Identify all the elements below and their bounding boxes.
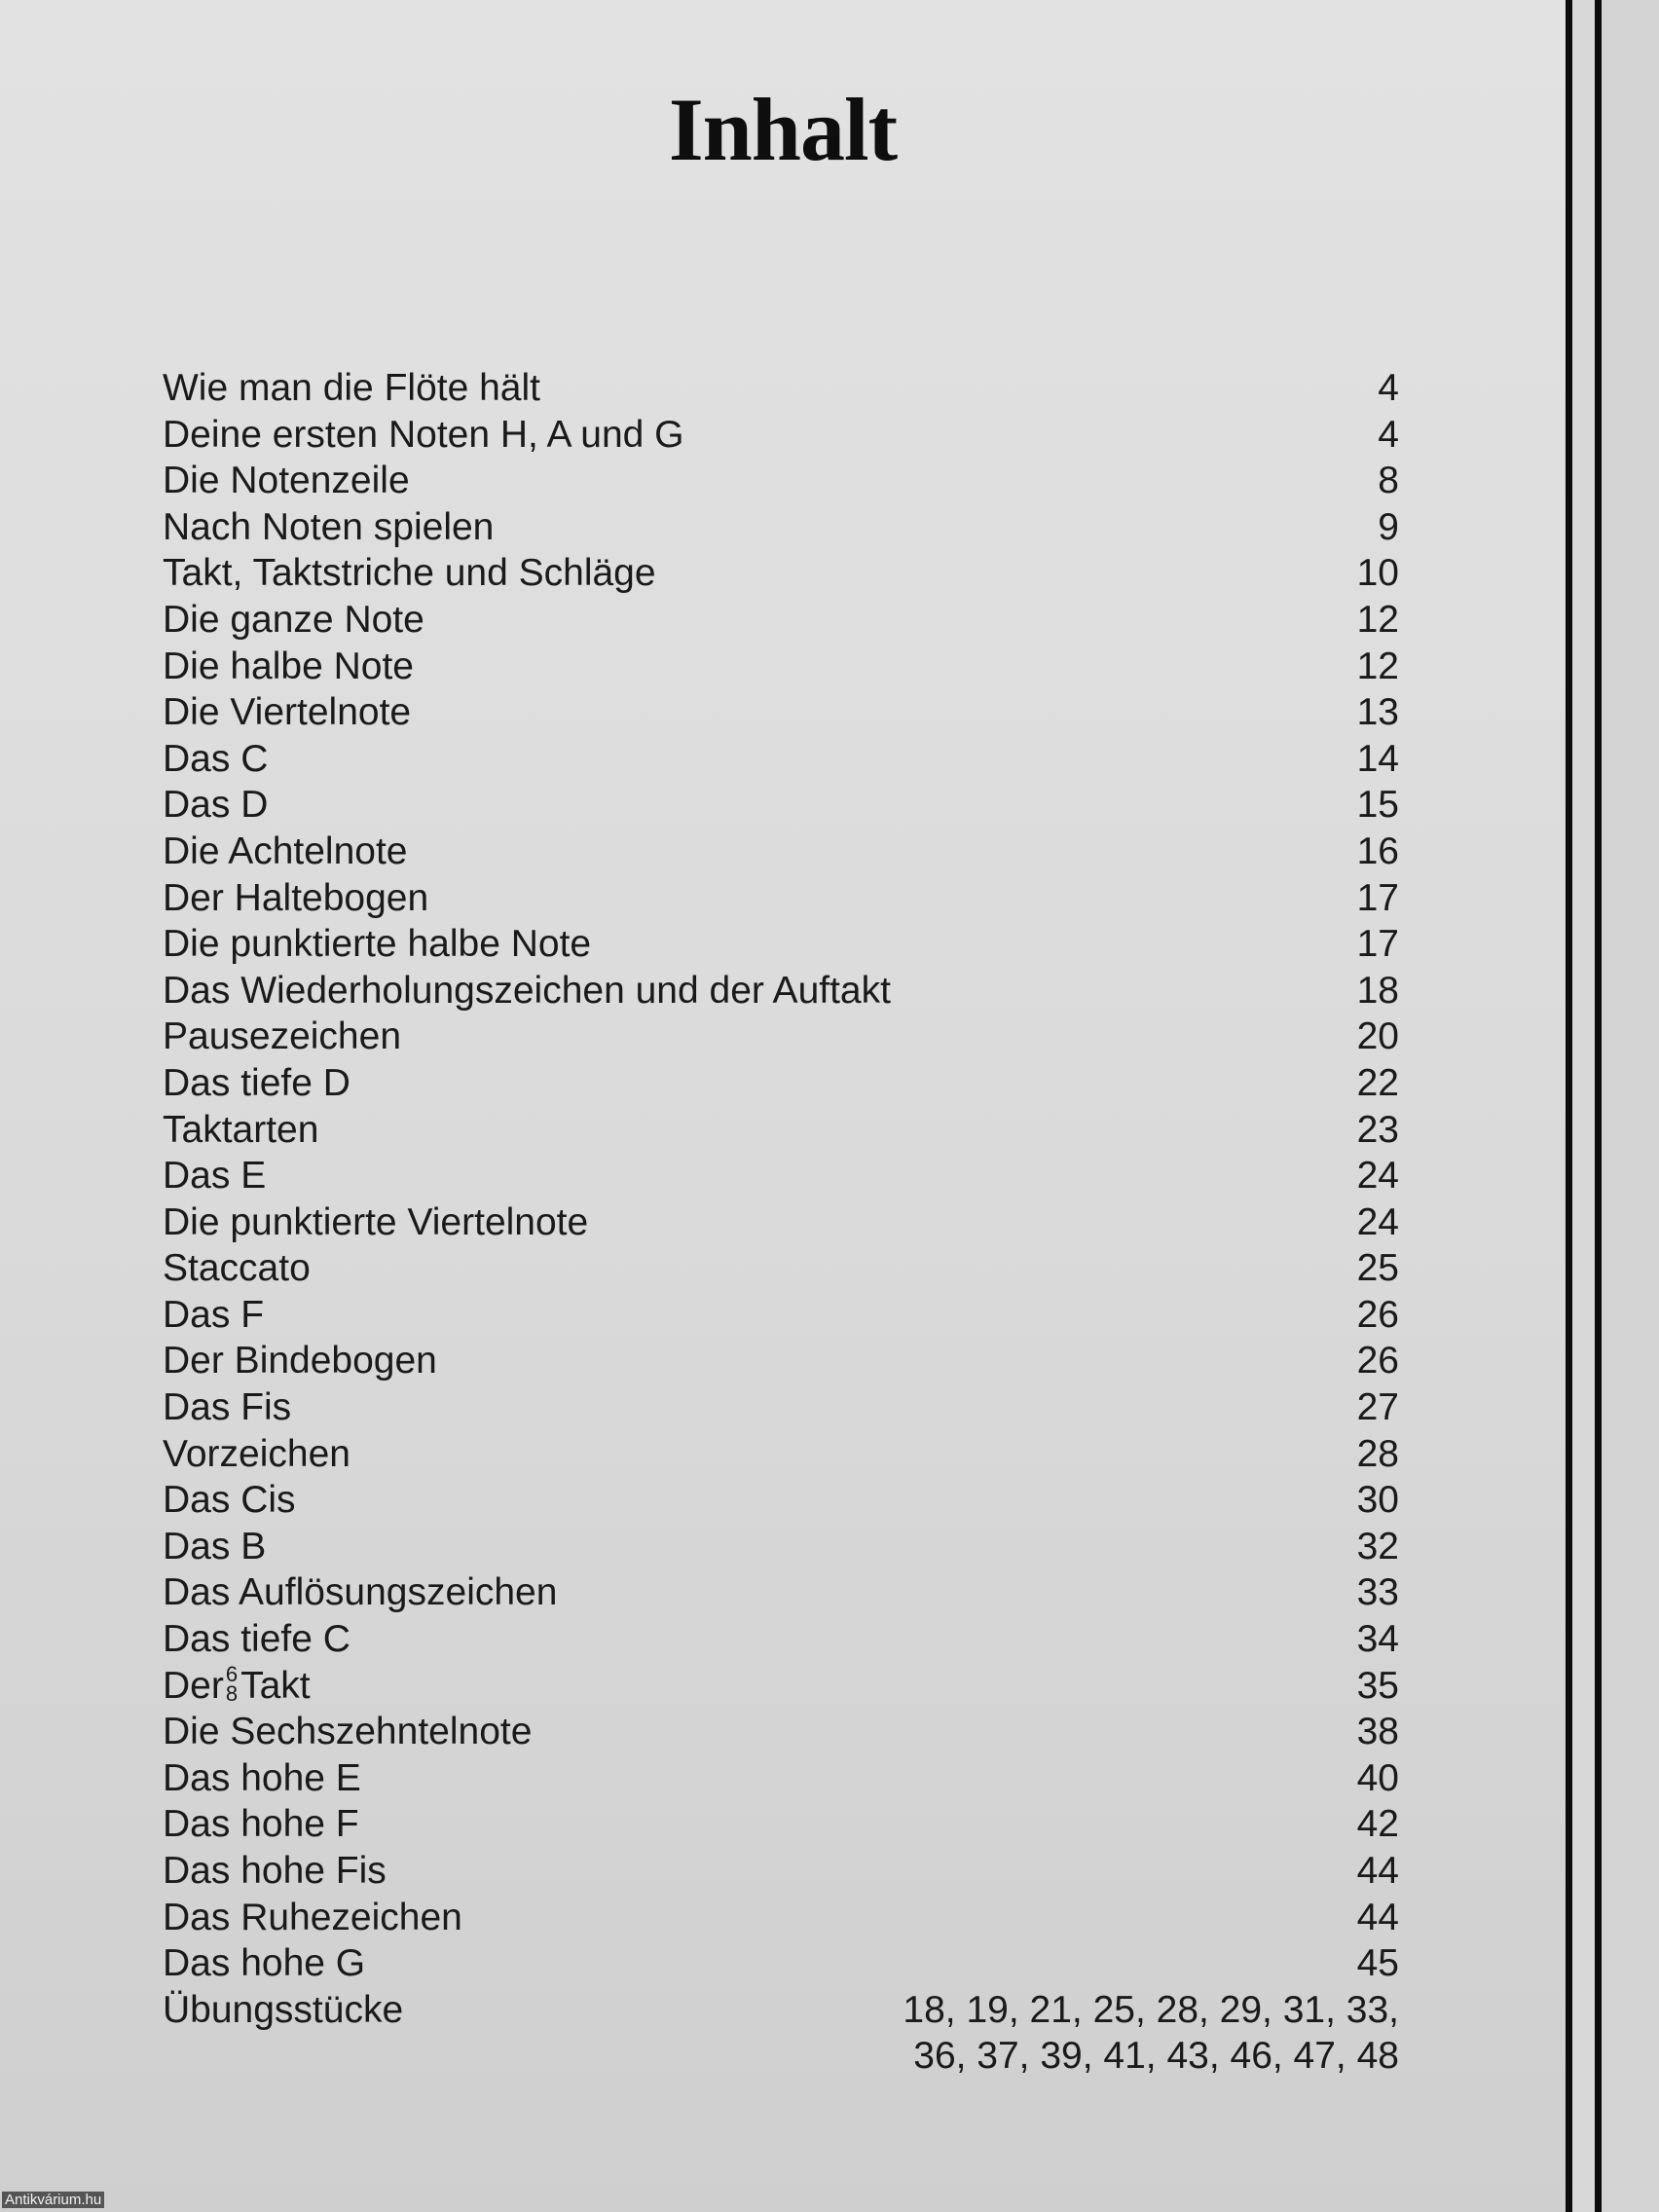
toc-page-number: 4 [1378, 413, 1399, 456]
toc-page-number: 42 [1356, 1803, 1399, 1846]
toc-row [163, 689, 1399, 736]
toc-row [163, 1663, 1399, 1710]
toc-row [163, 1292, 1399, 1339]
toc-page-number: 8 [1378, 460, 1399, 502]
toc-page-number: 18 [1356, 969, 1399, 1012]
toc-entry-label: Das E [163, 1155, 267, 1198]
binding-rule-left [1566, 0, 1572, 2212]
toc-entry-label: Deine ersten Noten H, A und G [163, 413, 684, 456]
toc-page-number: 22 [1356, 1061, 1399, 1104]
toc-row [163, 1245, 1399, 1292]
toc-page-number: 14 [1356, 737, 1399, 780]
toc-page-number: 4 [1378, 367, 1399, 409]
exercise-pages-line-1: 18, 19, 21, 25, 28, 29, 31, 33, [903, 1988, 1399, 2031]
toc-page-number: 23 [1356, 1108, 1399, 1151]
toc-entry-label: Die punktierte halbe Note [163, 923, 592, 966]
toc-entry-label: Die punktierte Viertelnote [163, 1200, 589, 1243]
toc-page-number: 16 [1356, 830, 1399, 872]
toc-page-number: 34 [1356, 1618, 1399, 1661]
toc-entry-label: Das tiefe D [163, 1061, 350, 1104]
toc-page-number: 44 [1356, 1850, 1399, 1892]
toc-row [163, 875, 1399, 922]
toc-row [163, 1153, 1399, 1199]
toc-page-number: 13 [1356, 691, 1399, 734]
toc-entry-label: Das hohe F [163, 1803, 359, 1846]
toc-row [163, 1801, 1399, 1848]
toc-entry-label-suffix: Takt [240, 1664, 311, 1707]
toc-page-number: 24 [1356, 1155, 1399, 1198]
toc-entry-label: Die Sechszehntelnote [163, 1711, 533, 1753]
toc-entry-label: Übungsstücke [163, 1988, 404, 2031]
toc-row [163, 1895, 1399, 1941]
toc-entry-label: Pausezeichen [163, 1015, 402, 1058]
toc-row [163, 1616, 1399, 1663]
toc-entry-label: Das hohe Fis [163, 1850, 387, 1892]
toc-row [163, 644, 1399, 690]
toc-row [163, 736, 1399, 783]
toc-entry-label: Das C [163, 737, 269, 780]
time-signature-bottom: 8 [225, 1681, 239, 1707]
toc-row [163, 1338, 1399, 1384]
toc-page-number: 44 [1356, 1896, 1399, 1938]
toc-row [163, 1431, 1399, 1478]
toc-page-number: 26 [1356, 1293, 1399, 1336]
toc-entry-label: Das tiefe C [163, 1618, 350, 1661]
toc-row [163, 1940, 1399, 1987]
toc-row [163, 829, 1399, 875]
toc-page-number: 33 [1356, 1571, 1399, 1614]
toc-entry-label: Die Viertelnote [163, 691, 412, 734]
toc-page-number: 40 [1356, 1756, 1399, 1799]
toc-page-number: 12 [1356, 645, 1399, 687]
toc-entry-label: Der Bindebogen [163, 1340, 437, 1382]
toc-page-number: 32 [1356, 1525, 1399, 1567]
binding-rule-right [1595, 0, 1602, 2212]
exercise-page-list [903, 1987, 1399, 2080]
page-title: Inhalt [668, 80, 898, 179]
toc-entry-label: Die ganze Note [163, 598, 424, 641]
toc-page-number: 35 [1356, 1664, 1399, 1707]
toc-entry-label: Takt, Taktstriche und Schläge [163, 552, 656, 595]
toc-entry-label: Das Ruhezeichen [163, 1896, 462, 1938]
toc-entry-label: Das Fis [163, 1386, 292, 1429]
toc-row [163, 1384, 1399, 1431]
table-of-contents [163, 365, 1399, 2081]
toc-entry-label-prefix: Der [163, 1664, 224, 1707]
toc-row [163, 1477, 1399, 1524]
toc-page-number: 17 [1356, 876, 1399, 919]
toc-page-number: 45 [1356, 1942, 1399, 1985]
time-signature [225, 1662, 239, 1707]
toc-row [163, 412, 1399, 459]
toc-row [163, 1755, 1399, 1802]
time-signature-top: 6 [225, 1662, 239, 1687]
toc-row [163, 597, 1399, 644]
toc-entry-label: Das D [163, 784, 269, 827]
page-edge [1602, 0, 1659, 2212]
toc-page-number: 30 [1356, 1479, 1399, 1522]
toc-row [163, 458, 1399, 504]
toc-page-number: 27 [1356, 1386, 1399, 1429]
toc-row [163, 1107, 1399, 1154]
toc-entry-label: Taktarten [163, 1108, 319, 1151]
toc-entry-label: Das hohe E [163, 1756, 361, 1799]
toc-entry-label: Wie man die Flöte hält [163, 367, 541, 409]
toc-page-number: 15 [1356, 784, 1399, 827]
toc-row [163, 1199, 1399, 1246]
toc-page-number: 25 [1356, 1247, 1399, 1290]
toc-entry-label: Der Haltebogen [163, 876, 429, 919]
toc-page-number: 17 [1356, 923, 1399, 966]
toc-row [163, 1569, 1399, 1616]
toc-row [163, 1709, 1399, 1755]
toc-page-number: 10 [1356, 552, 1399, 595]
toc-row [163, 1060, 1399, 1107]
toc-page-number: 38 [1356, 1711, 1399, 1753]
binding-gap [1572, 0, 1595, 2212]
toc-entry-label [163, 1663, 311, 1710]
toc-entry-label: Vorzeichen [163, 1432, 350, 1475]
toc-entry-label: Das Wiederholungszeichen und der Auftakt [163, 969, 891, 1012]
toc-row [163, 968, 1399, 1014]
toc-row-exercises [163, 1987, 1399, 2081]
toc-page-number: 24 [1356, 1200, 1399, 1243]
toc-row [163, 365, 1399, 412]
toc-entry-label: Das F [163, 1293, 265, 1336]
toc-entry-label: Nach Noten spielen [163, 505, 495, 548]
toc-row [163, 504, 1399, 551]
toc-row [163, 921, 1399, 968]
toc-entry-label: Die Notenzeile [163, 460, 410, 502]
exercise-pages-line-2: 36, 37, 39, 41, 43, 46, 47, 48 [913, 2035, 1399, 2078]
toc-row [163, 1524, 1399, 1570]
toc-row [163, 1014, 1399, 1060]
toc-entry-label: Das Cis [163, 1479, 296, 1522]
toc-entry-label: Das B [163, 1525, 267, 1567]
toc-entry-label: Das Auflösungszeichen [163, 1571, 558, 1614]
toc-page-number: 28 [1356, 1432, 1399, 1475]
toc-page-number: 26 [1356, 1340, 1399, 1382]
toc-row [163, 550, 1399, 597]
toc-entry-label: Die halbe Note [163, 645, 414, 687]
toc-page-number: 12 [1356, 598, 1399, 641]
toc-page-number: 9 [1378, 505, 1399, 548]
toc-row [163, 1848, 1399, 1895]
toc-row [163, 782, 1399, 829]
toc-entry-label: Staccato [163, 1247, 311, 1290]
watermark: Antikvárium.hu [2, 2192, 104, 2208]
toc-page-number: 20 [1356, 1015, 1399, 1058]
toc-entry-label: Das hohe G [163, 1942, 366, 1985]
toc-entry-label: Die Achtelnote [163, 830, 408, 872]
